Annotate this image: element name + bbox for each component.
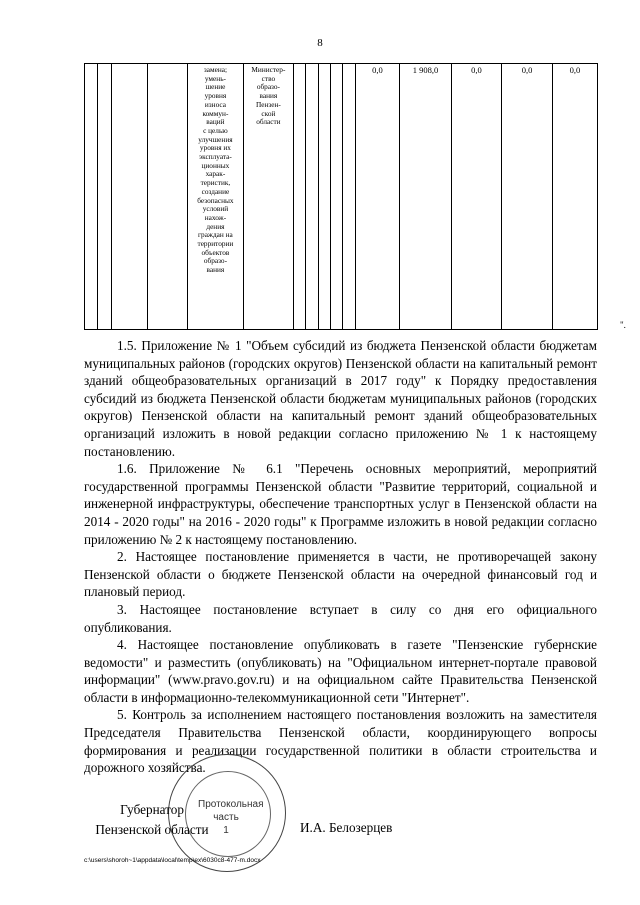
paragraph: 3. Настоящее постановление вступает в силу со дня его официального опубликования. [84,601,597,635]
resolution-body [84,337,597,777]
cell-text-line: теристик, [200,178,231,188]
cell-text-line: уровня их [199,143,231,153]
cell-text-line: дения [206,221,225,231]
stamp-line: Протокольная [198,799,264,810]
cell-text-line: создание [201,186,230,196]
cell-text-line: условий [202,204,229,214]
cell-text-line: образо- [256,82,280,92]
cell-text-line: ство [261,73,276,83]
cell-text-line: ской [261,108,276,118]
cell-text-line: эксплуата- [199,152,232,162]
cell-text-line: умень- [204,73,226,83]
cell-text-line: объектов [201,247,230,257]
table-cell [111,64,148,330]
paragraph: 2. Настоящее постановление применяется в части, не противоречащей закону Пензенской области о бюджете Пензенской области на очередной финансовый год и плановый период. [84,549,597,600]
cell-text-line: замена; [203,65,227,74]
cell-text-line: нахож- [204,212,227,222]
cell-text-line: шение [205,82,226,92]
value-cell: 1 908,0 [400,64,451,330]
cell-text-line: Пензен- [255,99,281,109]
stamp-line: часть [213,812,239,823]
table-cell [293,64,305,330]
paragraph: 5. Контроль за исполнением настоящего постановления возложить на заместителя Председателя Правительства Пензенской области, координирующего вопросы формирования и реализации государственной политики в области строительства и дорожного хозяйства. [84,707,597,776]
executor-cell [243,64,293,330]
table-cell [85,64,98,330]
table-end-mark: ". [620,320,626,330]
value-cell: 0,0 [552,64,597,330]
cell-text-line: ваций [206,117,225,127]
cell-text-line: Министер- [251,65,286,74]
table-cell [330,64,342,330]
signatory-title [84,800,220,840]
value-cell: 0,0 [502,64,553,330]
table-row [85,64,598,330]
cell-text-line: износа [204,99,226,109]
cell-text-line: области [256,117,281,127]
cell-text-line: ционных [201,160,230,170]
cell-text-line: харак- [205,169,226,179]
cell-text-line: вания [259,91,278,101]
cell-text-line: граждан на [198,230,233,240]
signatory-name: И.А. Белозерцев [300,820,393,835]
paragraph: 1.5. Приложение № 1 "Объем субсидий из бюджета Пензенской области бюджетам муниципальных районов (городских округов) Пензенской области на капитальный ремонт зданий общеобразовательных организаций в 2017 году" к Порядку предоставления субсидий из бюджета Пензенской области бюджетам муниципальных районов (городских округов) Пензенской области на капитальный ремонт зданий общеобразовательных организаций изложить в новой редакции согласно приложению № 1 к настоящему постановлению. [84,338,597,459]
table-cell [306,64,318,330]
measure-description-cell [187,64,243,330]
table-cell [148,64,188,330]
document-file-path: c:\users\shoroh~1\appdata\local\temp\ex\6030c8-477-m.docx [84,857,261,864]
value-cell: 0,0 [355,64,400,330]
program-table [84,63,598,330]
paragraph: 4. Настоящее постановление опубликовать в газете "Пензенские губернские ведомости" и разместить (опубликовать) на "Официальном интернет-портале правовой информации" (www.pravo.gov.ru) и на официальном сайте Правительства Пензенской области в информационно-телекоммуникационной сети "Интернет". [84,637,597,705]
cell-text-line: с целью [203,125,228,135]
table-cell [318,64,330,330]
table-cell [98,64,111,330]
signatory-title-line: Пензенской области [95,822,209,837]
signatory-title-line: Губернатор [120,802,184,817]
value-cell: 0,0 [451,64,502,330]
cell-text-line: безопасных [197,195,234,205]
cell-text-line: коммун- [202,108,229,118]
paragraph: 1.6. Приложение № 6.1 "Перечень основных мероприятий, мероприятий государственной программы Пензенской области "Развитие территорий, социальной и инженерной инфраструктуры, обеспечение транспортных услуг в Пензенской области на 2014 - 2020 годы" на 2016 - 2020 годы" к Программе изложить в новой редакции согласно приложению № 2 к настоящему постановлению. [84,461,597,547]
cell-text-line: территории [197,239,234,249]
cell-text-line: образо- [203,256,227,266]
cell-text-line: уровня [204,91,227,101]
table-cell [343,64,355,330]
stamp-line: 1 [223,825,229,836]
page-number: 8 [317,37,323,49]
cell-text-line: вания [206,265,225,275]
cell-text-line: улучшения [198,134,233,144]
